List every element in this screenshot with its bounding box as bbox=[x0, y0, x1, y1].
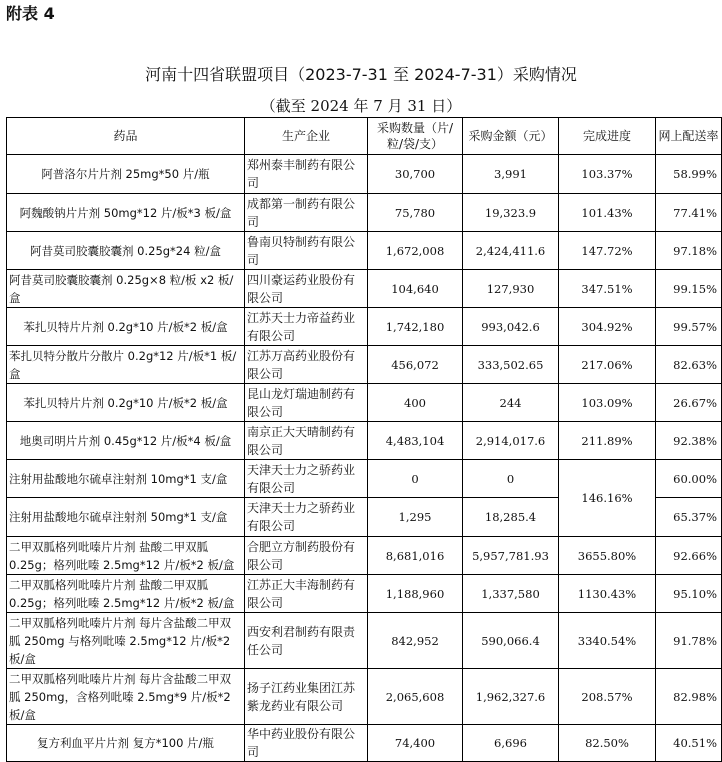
appendix-label: 附表 4 bbox=[6, 4, 55, 23]
maker-cell: 郑州泰丰制药有限公司 bbox=[245, 155, 368, 194]
online-rate-cell: 65.37% bbox=[656, 498, 722, 537]
amount-cell: 18,285.4 bbox=[463, 498, 559, 537]
qty-cell: 75,780 bbox=[368, 194, 463, 232]
progress-cell: 147.72% bbox=[559, 232, 656, 270]
online-rate-cell: 82.98% bbox=[656, 669, 722, 725]
table-row bbox=[7, 537, 722, 575]
table-row bbox=[7, 232, 722, 270]
table-row bbox=[7, 422, 722, 460]
table-header-row bbox=[7, 118, 722, 155]
drug-cell: 二甲双胍格列吡嗪片片剂 盐酸二甲双胍 0.25g；格列吡嗪 2.5mg*12 片/板*2 板/盒 bbox=[7, 537, 245, 575]
qty-cell: 30,700 bbox=[368, 155, 463, 194]
maker-cell: 江苏天士力帝益药业有限公司 bbox=[245, 308, 368, 346]
drug-cell: 阿昔莫司胶囊胶囊剂 0.25g×8 粒/板 x2 板/盒 bbox=[7, 270, 245, 308]
online-rate-cell: 40.51% bbox=[656, 725, 722, 762]
progress-cell: 3340.54% bbox=[559, 613, 656, 669]
drug-cell: 阿昔莫司胶囊胶囊剂 0.25g*24 粒/盒 bbox=[7, 232, 245, 270]
amount-cell: 993,042.6 bbox=[463, 308, 559, 346]
maker-cell: 四川豪运药业股份有限公司 bbox=[245, 270, 368, 308]
progress-cell: 3655.80% bbox=[559, 537, 656, 575]
maker-cell: 江苏正大丰海制药有限公司 bbox=[245, 575, 368, 613]
progress-cell: 103.09% bbox=[559, 384, 656, 422]
qty-cell: 456,072 bbox=[368, 346, 463, 384]
qty-cell: 1,188,960 bbox=[368, 575, 463, 613]
online-rate-cell: 99.57% bbox=[656, 308, 722, 346]
table-row bbox=[7, 155, 722, 194]
amount-cell: 1,337,580 bbox=[463, 575, 559, 613]
maker-cell: 天津天士力之骄药业有限公司 bbox=[245, 498, 368, 537]
progress-cell: 211.89% bbox=[559, 422, 656, 460]
progress-cell: 304.92% bbox=[559, 308, 656, 346]
online-rate-cell: 99.15% bbox=[656, 270, 722, 308]
amount-cell: 2,424,411.6 bbox=[463, 232, 559, 270]
drug-cell: 注射用盐酸地尔硫卓注射剂 50mg*1 支/盒 bbox=[7, 498, 245, 537]
amount-cell: 244 bbox=[463, 384, 559, 422]
drug-cell: 阿普洛尔片片剂 25mg*50 片/瓶 bbox=[7, 155, 245, 194]
progress-cell: 347.51% bbox=[559, 270, 656, 308]
progress-cell: 1130.43% bbox=[559, 575, 656, 613]
drug-cell: 苯扎贝特分散片分散片 0.2g*12 片/板*1 板/盒 bbox=[7, 346, 245, 384]
drug-cell: 苯扎贝特片片剂 0.2g*10 片/板*2 板/盒 bbox=[7, 308, 245, 346]
progress-cell: 103.37% bbox=[559, 155, 656, 194]
table-row bbox=[7, 308, 722, 346]
online-rate-cell: 92.66% bbox=[656, 537, 722, 575]
maker-cell: 成都第一制药有限公司 bbox=[245, 194, 368, 232]
qty-cell: 104,640 bbox=[368, 270, 463, 308]
online-rate-cell: 92.38% bbox=[656, 422, 722, 460]
amount-cell: 5,957,781.93 bbox=[463, 537, 559, 575]
header-drug: 药品 bbox=[7, 118, 245, 155]
header-online-rate: 网上配送率 bbox=[656, 118, 722, 155]
amount-cell: 3,991 bbox=[463, 155, 559, 194]
drug-cell: 阿魏酸钠片片剂 50mg*12 片/板*3 板/盒 bbox=[7, 194, 245, 232]
table-row bbox=[7, 669, 722, 725]
online-rate-cell: 60.00% bbox=[656, 460, 722, 498]
maker-cell: 南京正大天晴制药有限公司 bbox=[245, 422, 368, 460]
table-row bbox=[7, 575, 722, 613]
maker-cell: 合肥立方制药股份有限公司 bbox=[245, 537, 368, 575]
progress-cell: 101.43% bbox=[559, 194, 656, 232]
header-progress: 完成进度 bbox=[559, 118, 656, 155]
drug-cell: 注射用盐酸地尔硫卓注射剂 10mg*1 支/盒 bbox=[7, 460, 245, 498]
header-maker: 生产企业 bbox=[245, 118, 368, 155]
progress-cell: 82.50% bbox=[559, 725, 656, 762]
drug-cell: 地奥司明片片剂 0.45g*12 片/板*4 板/盒 bbox=[7, 422, 245, 460]
drug-cell: 苯扎贝特片片剂 0.2g*10 片/板*2 板/盒 bbox=[7, 384, 245, 422]
drug-cell: 复方利血平片片剂 复方*100 片/瓶 bbox=[7, 725, 245, 762]
maker-cell: 江苏万高药业股份有限公司 bbox=[245, 346, 368, 384]
qty-cell: 400 bbox=[368, 384, 463, 422]
online-rate-cell: 77.41% bbox=[656, 194, 722, 232]
online-rate-cell: 91.78% bbox=[656, 613, 722, 669]
maker-cell: 天津天士力之骄药业有限公司 bbox=[245, 460, 368, 498]
amount-cell: 2,914,017.6 bbox=[463, 422, 559, 460]
maker-cell: 鲁南贝特制药有限公司 bbox=[245, 232, 368, 270]
amount-cell: 6,696 bbox=[463, 725, 559, 762]
table-row bbox=[7, 460, 722, 498]
online-rate-cell: 95.10% bbox=[656, 575, 722, 613]
table-row bbox=[7, 194, 722, 232]
qty-cell: 74,400 bbox=[368, 725, 463, 762]
online-rate-cell: 97.18% bbox=[656, 232, 722, 270]
online-rate-cell: 26.67% bbox=[656, 384, 722, 422]
qty-cell: 1,295 bbox=[368, 498, 463, 537]
qty-cell: 2,065,608 bbox=[368, 669, 463, 725]
page-subtitle: （截至 2024 年 7 月 31 日） bbox=[260, 97, 462, 115]
table-row bbox=[7, 613, 722, 669]
maker-cell: 昆山龙灯瑞迪制药有限公司 bbox=[245, 384, 368, 422]
qty-cell: 4,483,104 bbox=[368, 422, 463, 460]
qty-cell: 1,672,008 bbox=[368, 232, 463, 270]
qty-cell: 8,681,016 bbox=[368, 537, 463, 575]
online-rate-cell: 82.63% bbox=[656, 346, 722, 384]
page-title: 河南十四省联盟项目（2023-7-31 至 2024-7-31）采购情况 bbox=[145, 65, 577, 84]
table-row bbox=[7, 346, 722, 384]
amount-cell: 127,930 bbox=[463, 270, 559, 308]
maker-cell: 西安利君制药有限责任公司 bbox=[245, 613, 368, 669]
qty-cell: 842,952 bbox=[368, 613, 463, 669]
maker-cell: 扬子江药业集团江苏紫龙药业有限公司 bbox=[245, 669, 368, 725]
amount-cell: 19,323.9 bbox=[463, 194, 559, 232]
progress-cell: 217.06% bbox=[559, 346, 656, 384]
header-qty: 采购数量（片/粒/袋/支） bbox=[368, 118, 463, 155]
progress-cell-merged: 146.16% bbox=[559, 460, 656, 537]
amount-cell: 1,962,327.6 bbox=[463, 669, 559, 725]
qty-cell: 1,742,180 bbox=[368, 308, 463, 346]
maker-cell: 华中药业股份有限公司 bbox=[245, 725, 368, 762]
drug-cell: 二甲双胍格列吡嗪片片剂 盐酸二甲双胍 0.25g；格列吡嗪 2.5mg*12 片/板*2 板/盒 bbox=[7, 575, 245, 613]
amount-cell: 333,502.65 bbox=[463, 346, 559, 384]
online-rate-cell: 58.99% bbox=[656, 155, 722, 194]
header-amount: 采购金额（元） bbox=[463, 118, 559, 155]
amount-cell: 590,066.4 bbox=[463, 613, 559, 669]
procurement-table bbox=[6, 117, 722, 762]
drug-cell: 二甲双胍格列吡嗪片片剂 每片含盐酸二甲双胍 250mg，含格列吡嗪 2.5mg*9 片/板*2 板/盒 bbox=[7, 669, 245, 725]
amount-cell: 0 bbox=[463, 460, 559, 498]
table-row bbox=[7, 384, 722, 422]
progress-cell: 208.57% bbox=[559, 669, 656, 725]
table-row bbox=[7, 270, 722, 308]
drug-cell: 二甲双胍格列吡嗪片片剂 每片含盐酸二甲双胍 250mg 与格列吡嗪 2.5mg*12 片/板*2 板/盒 bbox=[7, 613, 245, 669]
qty-cell: 0 bbox=[368, 460, 463, 498]
